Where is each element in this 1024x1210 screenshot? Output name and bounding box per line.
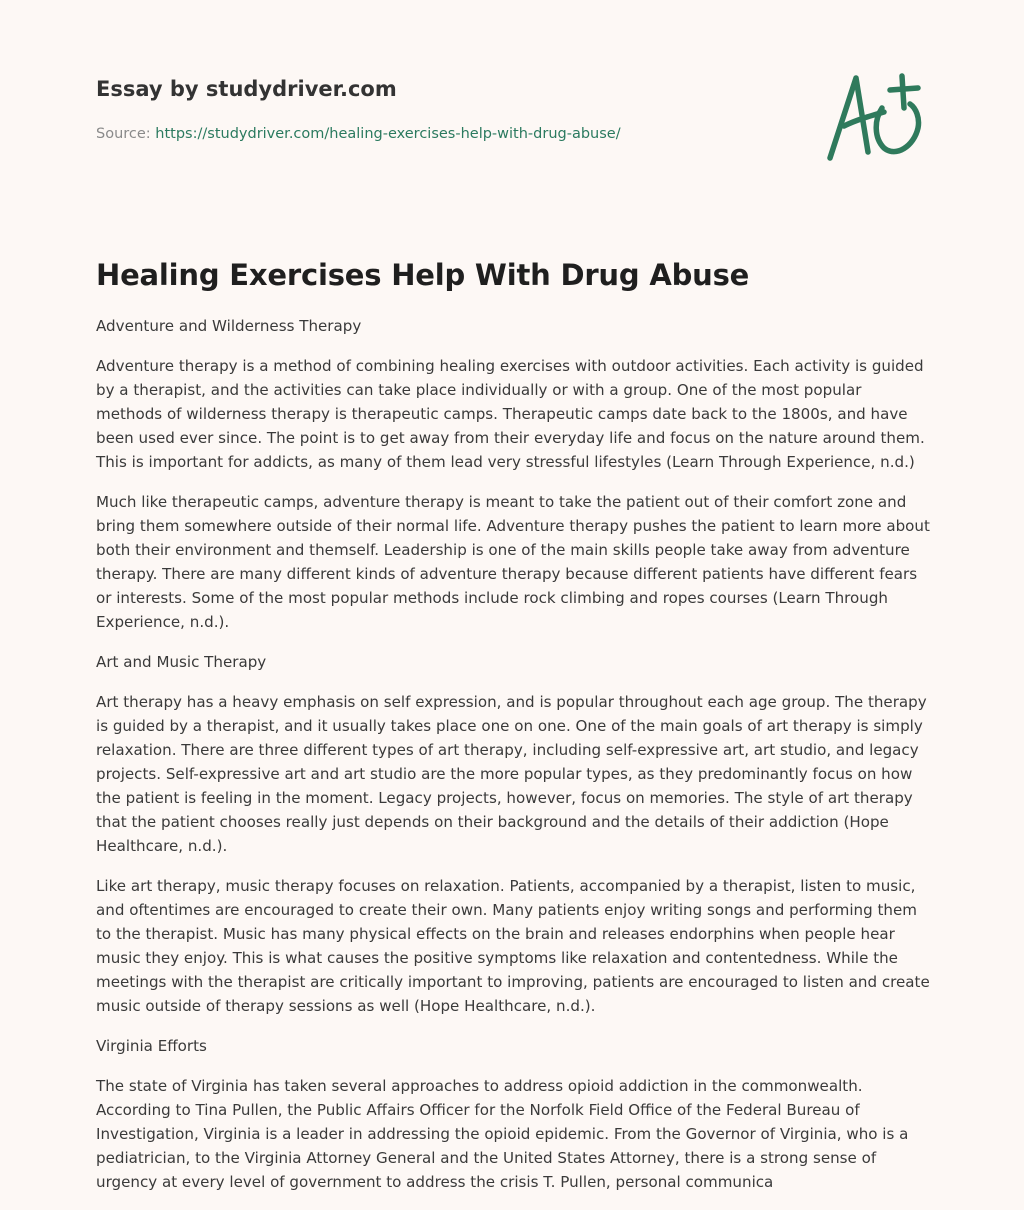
source-link[interactable]: https://studydriver.com/healing-exercises-help-with-drug-abuse/ [155,126,621,142]
section-heading: Adventure and Wilderness Therapy [96,317,362,335]
section-heading: Virginia Efforts [96,1037,207,1055]
paragraph: Much like therapeutic camps, adventure therapy is meant to take the patient out of their comfort zone and bring them somewhere outside of their normal life. Adventure therapy pushes the patient to learn more about both their environment and themself. Leadership is one of the main skills people take away from adventure therapy. There are many different kinds of adventure therapy because different patients have different fears or interests. Some of the most popular methods include rock climbing and ropes courses (Learn Through Experience, n.d.). [96,493,930,631]
source-label: Source: [96,126,151,142]
paragraph: Adventure therapy is a method of combining healing exercises with outdoor activities. Each activity is guided by a therapist, and the activities can take place individually or with a group. One of the most popular methods of wilderness therapy is therapeutic camps. Therapeutic camps date back to the 1800s, and have been used ever since. The point is to get away from their everyday life and focus on the nature around them. This is important for addicts, as many of them lead very stressful lifestyles (Learn Through Experience, n.d.) [96,357,925,471]
source-line [96,124,796,144]
paragraph: Like art therapy, music therapy focuses on relaxation. Patients, accompanied by a therapist, listen to music, and oftentimes are encouraged to create their own. Many patients enjoy writing songs and performing them to the therapist. Music has many physical effects on the brain and releases endorphins when people hear music they enjoy. This is what causes the positive symptoms like relaxation and contentedness. While the meetings with the therapist are critically important to improving, patients are encouraged to listen and create music outside of therapy sessions as well (Hope Healthcare, n.d.). [96,877,930,1015]
paragraph: The state of Virginia has taken several approaches to address opioid addiction in the commonwealth. According to Tina Pullen, the Public Affairs Officer for the Norfolk Field Office of the Federal Bureau of Investigation, Virginia is a leader in addressing the opioid epidemic. From the Governor of Virginia, who is a pediatrician, to the Virginia Attorney General and the United States Attorney, there is a strong sense of urgency at every level of government to address the crisis T. Pullen, personal communica [96,1077,909,1191]
paragraph: Art therapy has a heavy emphasis on self expression, and is popular throughout each age group. The therapy is guided by a therapist, and it usually takes place one on one. One of the main goals of art therapy is simply relaxation. There are three different types of art therapy, including self-expressive art, art studio, and legacy projects. Self-expressive art and art studio are the more popular types, as they predominantly focus on how the patient is feeling in the moment. Legacy projects, however, focus on memories. The style of art therapy that the patient chooses really just depends on their background and the details of their addiction (Hope Healthcare, n.d.). [96,693,927,855]
essay-title: Healing Exercises Help With Drug Abuse [96,258,750,292]
essay-article [96,256,932,1210]
section-heading: Art and Music Therapy [96,653,267,671]
site-title: Essay by studydriver.com [96,77,397,101]
page-header [96,74,796,144]
a-plus-logo [822,68,926,164]
